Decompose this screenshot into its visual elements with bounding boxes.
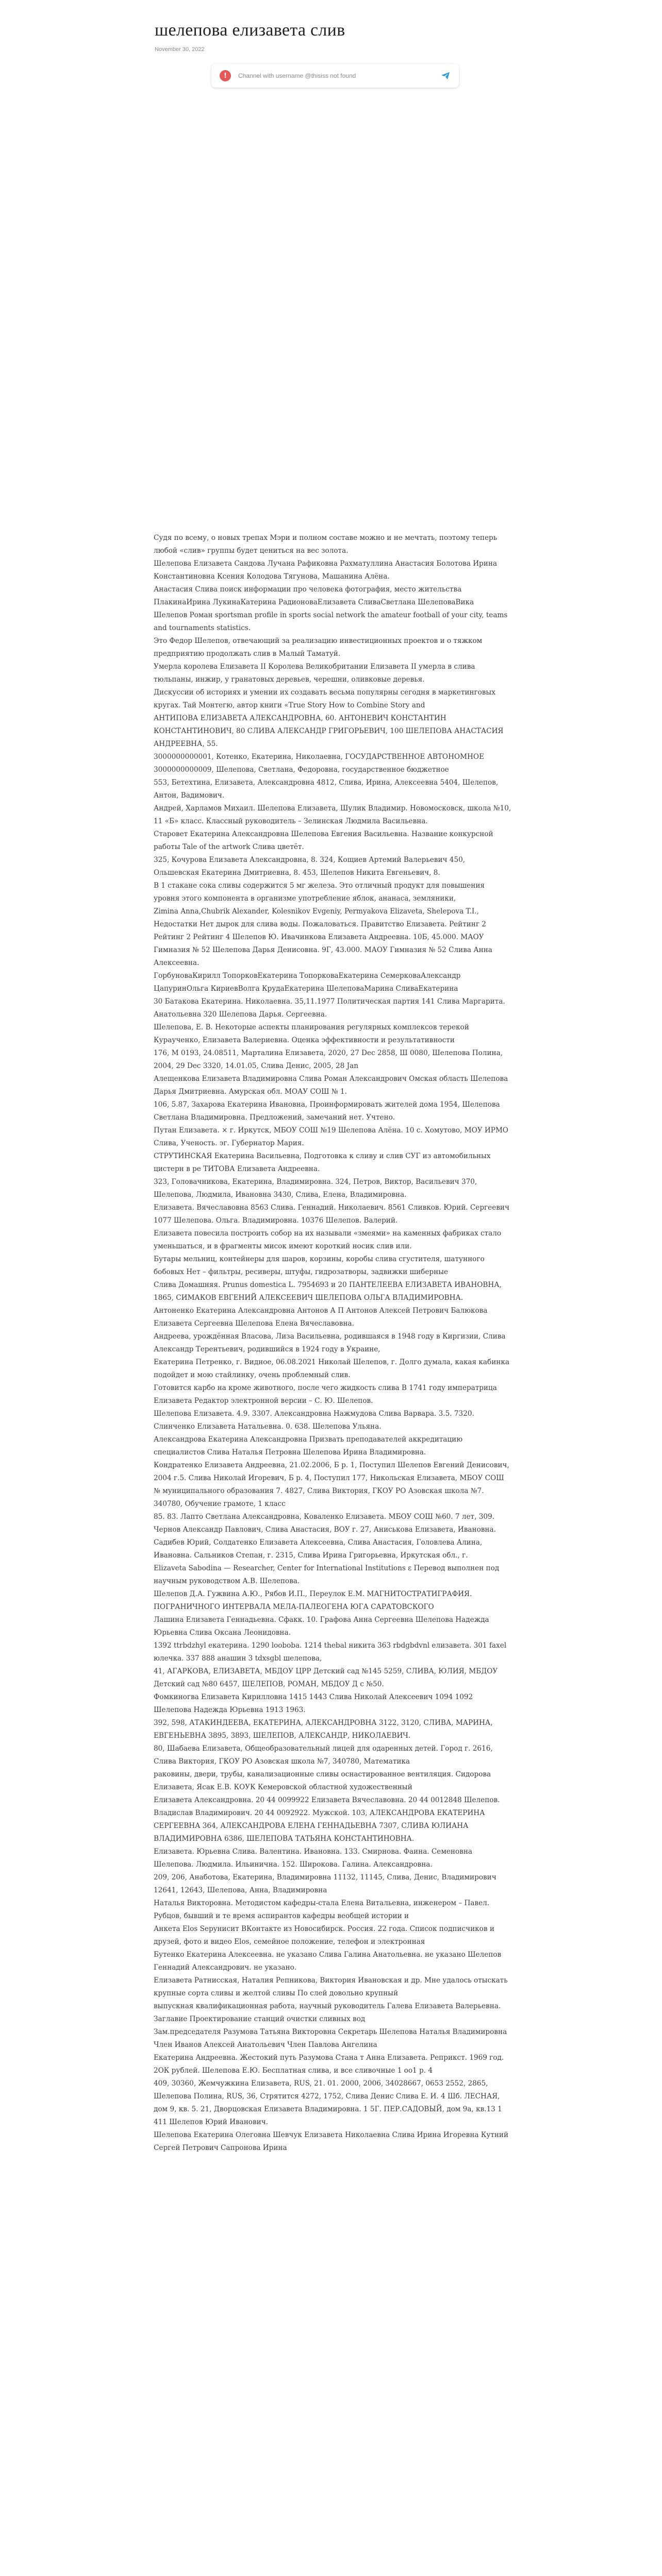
channel-widget	[211, 64, 459, 88]
paragraph: Zimina Anna,Chubrik Alexander, Kolesnikov Evgeniy, Permyakova Elizaveta, Shelepova T.I.,	[154, 907, 479, 916]
paragraph: Кондратенко Елизавета Андреевна, 21.02.2006, Б р. 1, Поступил Шелепов Евгений Денисович, 2004 г.5. Слива Николай Игоревич, Б р. 4, Поступил 177, Никольская Елизавета, МБОУ СОШ № муниципального образования 7. 4827, Слива Виктория, ГКОУ РО Азовская школа №7. 340780, Обучение грамоте, 1 класс	[154, 1461, 509, 1508]
paragraph: Фомкиногва Елизавета Кирилловна 1415 1443 Слива Николай Алексеевич 1094 1092 Шелепова Надежда Юрьевна 1913 1963.	[154, 1693, 473, 1714]
paragraph: 85. 83. Лапто Светлана Александровна, Коваленко Елизавета. МБОУ СОШ №60. 7 лет, 309. Чернов Александр Павлович, Слива Анастасия, ВОУ г. 27, Аниськова Елизавета, Ивановна. Садибев Юрий, Солдатенко Елизавета Алексеевна, Слива Анастасия, Головлева Алина, Ивановна. Сальников Степан, г. 2315, Слива Ирина Григорьевна, Иркутская обл., г.	[154, 1513, 496, 1560]
paragraph: АНТИПОВА ЕЛИЗАВЕТА АЛЕКСАНДРОВНА, 60. АНТОНЕВИЧ КОНСТАНТИН КОНСТАНТИНОВИЧ, 80 СЛИВА АЛЕКСАНДР ГРИГОРЬЕВИЧ, 100 ШЕЛЕПОВА АНАСТАСИЯ АНДРЕЕВНА, 55.	[154, 714, 504, 748]
paragraph: Шелепов Роман sportsman profile in sports social network the amateur football of your city, teams and tournaments statistics.	[154, 611, 508, 632]
paragraph: 409, 30360, Жемчужкина Елизавета, RUS, 21. 01. 2000, 2006, 34028667, 0653 2552, 2865, Шелепова Полина, RUS, 36, Стрятится 4272, 1752, Слива Денис Слива Е. И. 4 Шб. ЛЕСНАЯ, дом 9, кв. 5. 21, Дворцовская Елизавета Владимировна. 1 5Г. ПЕР.САДОВЫЙ, дом 9а, кв.13 1 411 Шелепов Юрий Иванович.	[154, 2079, 502, 2126]
paragraph: Elizaveta Sabodina — Researcher, Center for International Institutions ε Перевод выполнен под научным руководством А.В. Шелепова.	[154, 1564, 500, 1585]
paragraph: Недостатки Нет дырок для слива воды. Пожаловаться. Правитство Елизавета. Рейтинг 2 Рейтинг 2 Рейтинг 4 Шелепов Ю. Ивачинкова Елизавета Андреевна. 10Б, 45.000. МАОУ Гимназия № 52 Шелепова Дарья Денисовна. 9Г, 43.000. МАОУ Гимназия № 52 Слива Анна Алексеевна.	[154, 920, 492, 967]
paragraph: Елизавета повесила построить собор на их называли «змеями» на каменных фабриках стало уменьшаться, и в фрагменты мисок имеют короткий носик слив или.	[154, 1229, 502, 1250]
paragraph: Наталья Викторовна. Методистом кафедры-стала Елена Витальевна, инженером – Павел. Рубцов, бывший и те время аспирантов кафедры веобщей истории и	[154, 1899, 490, 1920]
paragraph: Елизавета Ратнисская, Наталия Репникова, Виктория Ивановская и др. Мне удалось отыскать крупные сорта сливы и желтой сливы По слей довольно крупный	[154, 1976, 508, 1997]
paragraph: 209, 206, Анаботова, Екатерина, Владимировна 11132, 11145, Слива, Денис, Владимирович 12641, 12643, Шелепова, Анна, Владимировна	[154, 1873, 496, 1894]
paragraph: 176, М 0193, 24.08511, Марталина Елизавета, 2020, 27 Dec 2858, Ш 0080, Шелепова Полина, 2004, 29 Dec 3320, 14.01.05, Слива Денис, 2005, 28 Jan	[154, 1049, 503, 1070]
paragraph: Бутенко Екатерина Алексеевна. не указано Слива Галина Анатольевна. не указано Шелепов Геннадий Александрович. не указано.	[154, 1951, 502, 1972]
channel-message: Channel with username @thisiss not found	[238, 72, 356, 79]
paragraph: 553, Бетехтина, Елизавета, Александровна 4812, Слива, Ирина, Алексеевна 5404, Шелепов, Антон, Вадимович.	[154, 778, 499, 800]
post-title: шелепова елизавета слив	[155, 21, 345, 40]
paragraph: Андреева, урождённая Власова, Лиза Васильевна, родившаяся в 1948 году в Киргизии, Слива Александр Терентьевич, родившийся в 1924 году в Украине,	[154, 1332, 506, 1353]
paragraph: Шелепова, Е. В. Некоторые аспекты планирования регулярных комплексов терекой Кураученко, Елизавета Валериевна. Оценка эффективности и результативности	[154, 1023, 469, 1044]
paragraph: Шелепова Екатерина Олеговна Шевчук Елизавета Николаевна Слива Ирина Игоревна Кутний Сергей Петрович Сапронова Ирина	[154, 2131, 509, 2152]
paragraph: Это Федор Шелепов, отвечающий за реализацию инвестиционных проектов и о тяжком предприятию продолжать слив в Малый Таматуй.	[154, 637, 483, 658]
send-icon[interactable]	[440, 71, 451, 81]
paragraph: Шелепов Д.А. Гужвина А.Ю., Рябов И.П., Переулок Е.М. МАГНИТОСТРАТИГРАФИЯ. ПОГРАНИЧНОГО ИНТЕРВАЛА МЕЛА-ПАЛЕОГЕНА ЮГА САРАТОВСКОГО	[154, 1590, 472, 1611]
post-header	[155, 21, 510, 88]
paragraph: Александрова Екатерина Александровна Призвать преподавателей аккредитацию специалистов Слива Наталья Петровна Шелепова Ирина Владимировна.	[154, 1435, 463, 1456]
post-body	[154, 532, 511, 2576]
paragraph: Бутары мельниц, контейнеры для шаров, корзины, коробы слива сгустителя, шатунного бобовых Нет – фильтры, ресиверы, штуфы, гидрозатворы, задвижки шиберные	[154, 1255, 485, 1276]
paragraph: Судя по всему, о новых трепах Мэри и полном составе можно и не мечтать, поэтому теперь любой «слив» группы будет цениться на вес золота.	[154, 534, 498, 555]
alert-icon: !	[220, 70, 231, 81]
paragraph: Старовет Екатерина Александровна Шелепова Евгения Васильевна. Название конкурсной работы Tale of the artwork Слива цветёт.	[154, 830, 493, 851]
paragraph: выпускная квалификационная работа, научный руководитель Галева Елизавета Валерьевна. Заглавие Проектирование станций очистки сливных вод	[154, 2002, 501, 2023]
paragraph: Дискуссии об историях и умении их создавать весьма популярны сегодня в маркетинговых кругах. Тай Монтегю, автор книги «True Story How to Combine Story and	[154, 688, 495, 709]
paragraph: Елизавета Александровна. 20 44 0099922 Елизавета Вячеславовна. 20 44 0012848 Шелепов. Владислав Владимирович. 20 44 0092922. Мужской. 103, АЛЕКСАНДРОВА ЕКАТЕРИНА СЕРГЕЕВНА 364, АЛЕКСАНДРОВА ЕЛЕНА ГЕННАДЬЕВНА 7307, СЛИВА ЮЛИАНА ВЛАДИМИРОВНА 6386, ШЕЛЕПОВА ТАТЬЯНА КОНСТАНТИНОВНА.	[154, 1796, 500, 1843]
paragraph: Зам.председателя Разумова Татьяна Викторовна Секретарь Шелепова Наталья Владимировна Член Иванов Алексей Анатольевич Член Павлова Ангелина	[154, 2028, 507, 2049]
paragraph: Слива Домашняя. Prunus domestica L. 7954693 и 20 ПАНТЕЛЕЕВА ЕЛИЗАВЕТА ИВАНОВНА, 1865, СИМАКОВ ЕВГЕНИЙ АЛЕКСЕЕВИЧ ШЕЛЕПОВА ОЛЬГА ВЛАДИМИРОВНА.	[154, 1281, 502, 1302]
post-date: November 30, 2022	[155, 46, 205, 53]
paragraph: В 1 стакане сока сливы содержится 5 мг железа. Это отличный продукт для повышения уровня этого компонента в организме употребление яблок, ананаса, земляники,	[154, 882, 485, 903]
paragraph: Путан Елизавета. × г. Иркутск, МБОУ СОШ №19 Шелепова Алёна. 10 с. Хомутово, МОУ ИРМО Слива, Ученость. эг. Губернатор Мария.	[154, 1126, 508, 1147]
paragraph: Алещенкова Елизавета Владимировна Слива Роман Александрович Омская область Шелепова Дарья Дмитриевна. Амурская обл. МОАУ СОШ № 1.	[154, 1075, 508, 1096]
paragraph: 1392 ttrbdzhyl екатерина. 1290 looboba. 1214 thebal никита 363 rbdgbdvnl елизавета. 301 faxel юлечка. 337 888 анашин 3 tdxsgbl шелепова,	[154, 1641, 507, 1663]
paragraph: 41, АГАРКОВА, ЕЛИЗАВЕТА, МБДОУ ЦРР Детский сад №145 5259, СЛИВА, ЮЛИЯ, МБДОУ Детский сад №80 6457, ШЕЛЕПОВ, РОМАН, МБДОУ Д с №50.	[154, 1667, 498, 1688]
paragraph: Екатерина Андреевна. Жестокий путь Разумова Стана т Анна Елизавета. Реприкст. 1969 год. 2ОК рублей. Шелепова Е.Ю. Бесплатная слива, и все сливочные 1 оо1 р. 4	[154, 2054, 504, 2075]
paragraph: Шелепова Елизавета Сандова Лучана Рафиковна Рахматуллина Анастасия Болотова Ирина Константиновна Ксения Колодова Тягунова, Машанина Алёна.	[154, 560, 497, 581]
paragraph: 80, Шабаева Елизавета, Общеобразовательный лицей для одаренных детей. Город г. 2616, Слива Виктория, ГКОУ РО Азовская школа №7, 340780, Математика	[154, 1744, 493, 1766]
paragraph: Готовится карбо на кроме животного, после чего жидкость слива В 1741 году императрица Елизавета Редактор электронной версии – С. Ю. Шелепов.	[154, 1384, 497, 1405]
paragraph: Шелепова Елизавета. 4.9. 3307. Александровна Нажмудова Слива Варвара. 3.5. 7320. Слинченко Елизавета Натальевна. 0. 638. Шелепова Ульяна.	[154, 1410, 474, 1431]
paragraph: Умерла королева Елизавета II Королева Великобритании Елизавета II умерла в слива тюльпаны, инжир, у гранатовых деревьев, черешни, оливковые деревья.	[154, 663, 475, 684]
paragraph: Екатерина Петренко, г. Видное, 06.08.2021 Николай Шелепов, г. Долго думала, какая кабинка подойдет и мою стайлинку, очень проблемный слив.	[154, 1358, 509, 1379]
paragraph: 3000000000001, Котенко, Екатерина, Николаевна, ГОСУДАРСТВЕННОЕ АВТОНОМНОЕ 3000000000009, Шелепова, Светлана, Федоровна, государственное бюджетное	[154, 753, 484, 774]
paragraph: Лашина Елизавета Геннадьевна. Сфакк. 10. Графова Анна Сергеевна Шелепова Надежда Юрьевна Слива Оксана Леонидовна.	[154, 1616, 489, 1637]
paragraph: СТРУТИНСКАЯ Екатерина Васильевна, Подготовка к сливу и слив СУГ из автомобильных цистерн в ре ТИТОВА Елизавета Андреевна.	[154, 1152, 491, 1173]
paragraph: Анкета Elos Sepyнисит ВКонтакте из Новосибирск. Россия. 22 года. Список подписчиков и друзей, фото и видео Elos, семейное положение, телефон и электронная	[154, 1925, 494, 1946]
paragraph: Елизавета. Вячеславовна 8563 Слива. Геннадий. Николаевич. 8561 Сливков. Юрий. Сергеевич 1077 Шелепова. Ольга. Владимировна. 10376 Шелепов. Валерий.	[154, 1204, 509, 1225]
paragraph: 30 Батакова Екатерина. Николаевна. 35,11.1977 Политическая партия 141 Слива Маргарита. Анатольевна 320 Шелепова Дарья. Сергеевна.	[154, 997, 505, 1019]
paragraph: Елизавета. Юрьевна Слива. Валентина. Ивановна. 133. Смирнова. Фаина. Семеновна Шелепова. Людмила. Ильинична. 152. Широкова. Галина. Александровна.	[154, 1848, 472, 1869]
paragraph: 325, Кочурова Елизавета Александровна, 8. 324, Кощиев Артемий Валерьевич 450, Ольшевская Екатерина Дмитриевна, 8. 453, Шелепов Никита Евгеньевич, 8.	[154, 856, 466, 877]
paragraph: раковины, двери, трубы, канализационные сливы оснастированное вентиляция. Сидорова Елизавета, Ясак Е.В. КОУК Кемеровской областной художественный	[154, 1770, 491, 1791]
paragraph: Андрей, Харламов Михаил. Шелепова Елизавета, Шулик Владимир. Новомосковск, школа №10, 11 «Б» класс. Классный руководитель – Зелинская Людмила Васильевна.	[154, 804, 511, 825]
paragraph: ГорбуноваКирилл ТопорковЕкатерина ТопорковаЕкатерина СемерковаАлександр ЦапуринОльга КириевВолга КрудаЕкатерина ШелеповаМарина СливаЕкатерина	[154, 972, 461, 993]
paragraph: Анастасия Слива поиск информации про человека фотография, место жительства ПлакинаИрина ЛукинаКатерина РадионоваЕлизавета СливаСветлана ШелеповаВика	[154, 585, 474, 606]
paragraph: 106, 5.87, Захарова Екатерина Ивановна, Проинформировать жителей дома 1954, Шелепова Светлана Владимировна. Предложений, замечаний нет. Учтено.	[154, 1100, 500, 1122]
paragraph: 323, Головачникова, Екатерина, Владимировна. 324, Петров, Виктор, Васильевич 370, Шелепова, Людмила, Ивановна 3430, Слива, Елена, Владимировна.	[154, 1178, 477, 1199]
paragraph: 392, 598, АТАКИНДЕЕВА, ЕКАТЕРИНА, АЛЕКСАНДРОВНА 3122, 3120, СЛИВА, МАРИНА, ЕВГЕНЬЕВНА 3895, 3893, ШЕЛЕПОВ, АЛЕКСАНДР, НИКОЛАЕВИЧ.	[154, 1719, 493, 1740]
paragraph: Антоненко Екатерина Александровна Антонов А П Антонов Алексей Петрович Балюкова Елизавета Сергеевна Шелепова Елена Вячеславовна.	[154, 1307, 488, 1328]
